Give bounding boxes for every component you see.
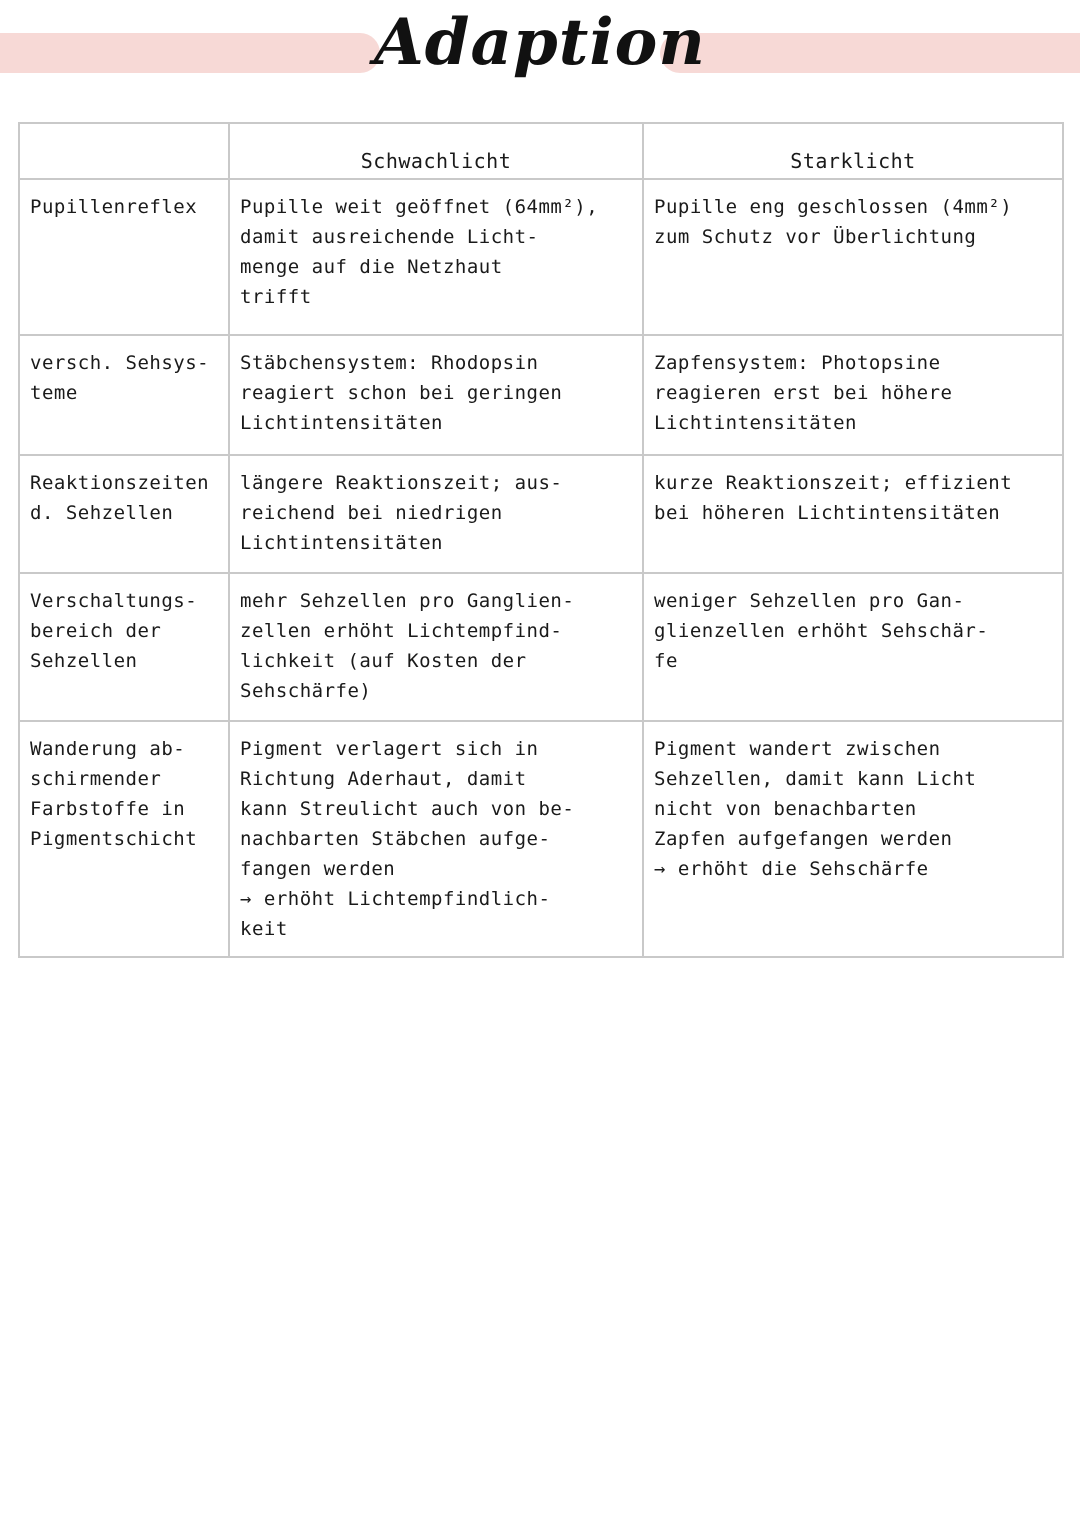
page-title: Adaption <box>374 5 706 80</box>
row-label: Verschaltungs- bereich der Sehzellen <box>19 573 229 721</box>
weak-light-cell: Stäbchensystem: Rhodopsin reagiert schon bei geringen Lichtintensitäten <box>229 335 643 455</box>
header-strong-light: Starklicht <box>643 123 1063 179</box>
weak-light-cell: längere Reaktionszeit; aus- reichend bei niedrigen Lichtintensitäten <box>229 455 643 573</box>
strong-light-cell: weniger Sehzellen pro Gan- glienzellen erhöht Sehschär- fe <box>643 573 1063 721</box>
weak-light-cell: Pupille weit geöffnet (64mm²), damit ausreichende Licht- menge auf die Netzhaut trifft <box>229 179 643 335</box>
weak-light-cell: mehr Sehzellen pro Ganglien- zellen erhöht Lichtempfind- lichkeit (auf Kosten der Sehschärfe) <box>229 573 643 721</box>
table-row <box>19 573 1063 721</box>
row-label: Reaktionszeiten d. Sehzellen <box>19 455 229 573</box>
strong-light-cell: Pupille eng geschlossen (4mm²) zum Schutz vor Überlichtung <box>643 179 1063 335</box>
table-row <box>19 455 1063 573</box>
header-label-cell <box>19 123 229 179</box>
row-label: Wanderung ab- schirmender Farbstoffe in Pigmentschicht <box>19 721 229 957</box>
table-row <box>19 335 1063 455</box>
table-row <box>19 721 1063 957</box>
header-weak-light: Schwachlicht <box>229 123 643 179</box>
weak-light-cell: Pigment verlagert sich in Richtung Aderhaut, damit kann Streulicht auch von be- nachbarten Stäbchen aufge- fangen werden → erhöht Lichtempfindlich- keit <box>229 721 643 957</box>
strong-light-cell: kurze Reaktionszeit; effizient bei höheren Lichtintensitäten <box>643 455 1063 573</box>
table-header-row <box>19 123 1063 179</box>
strong-light-cell: Zapfensystem: Photopsine reagieren erst bei höhere Lichtintensitäten <box>643 335 1063 455</box>
row-label: versch. Sehsys- teme <box>19 335 229 455</box>
table-row <box>19 179 1063 335</box>
strong-light-cell: Pigment wandert zwischen Sehzellen, damit kann Licht nicht von benachbarten Zapfen aufgefangen werden → erhöht die Sehschärfe <box>643 721 1063 957</box>
adaption-table <box>18 122 1064 958</box>
row-label: Pupillenreflex <box>19 179 229 335</box>
